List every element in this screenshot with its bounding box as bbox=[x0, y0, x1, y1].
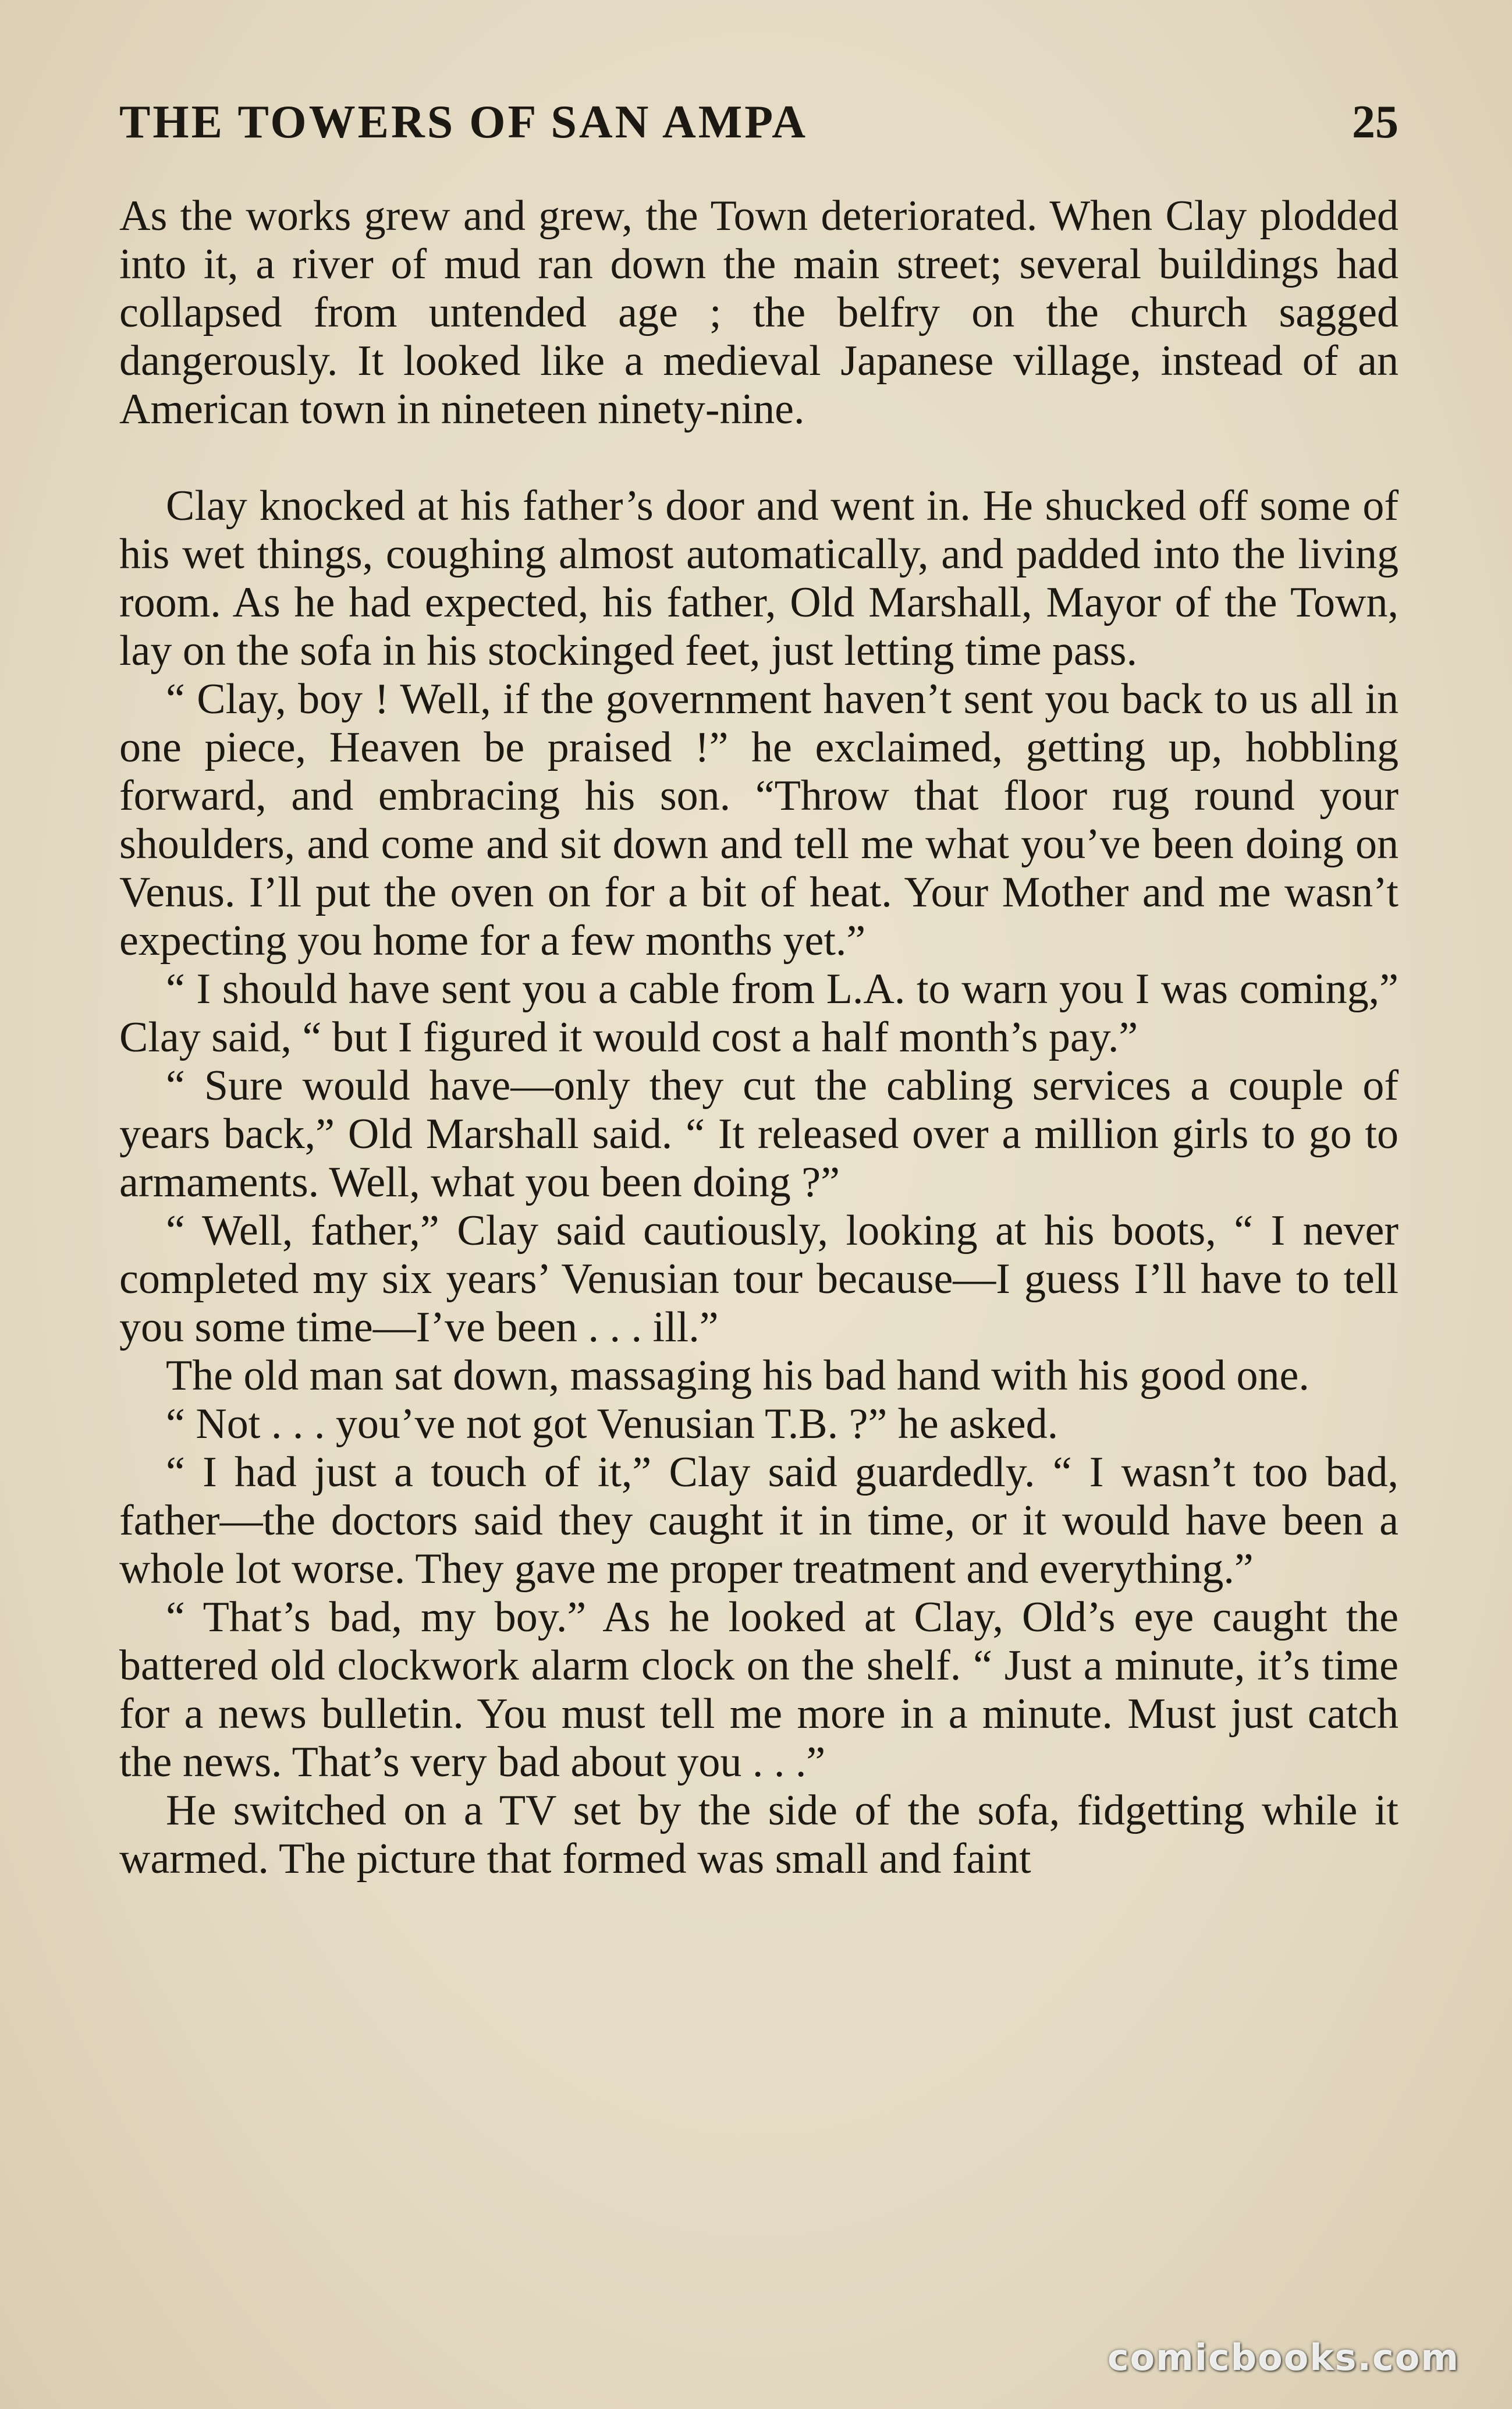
paragraph: “ I had just a touch of it,” Clay said guardedly. “ I wasn’t too bad, father—the doctors said they caught it in time, or it would have been a whole lot worse. They gave me proper treatment and everything.” bbox=[119, 1448, 1399, 1593]
paragraph: “ I should have sent you a cable from L.A. to warn you I was coming,” Clay said, “ but I figured it would cost a half month’s pay.” bbox=[119, 965, 1399, 1061]
paragraph: “ Clay, boy ! Well, if the government haven’t sent you back to us all in one piece, Heaven be praised !” he exclaimed, getting up, hobbling forward, and embracing his son. “Throw that floor rug round your shoulders, and come and sit down and tell me what you’ve been doing on Venus. I’ll put the oven on for a bit of heat. Your Mother and me wasn’t expecting you home for a few months yet.” bbox=[119, 675, 1399, 965]
paragraph: The old man sat down, massaging his bad hand with his good one. bbox=[166, 1352, 1309, 1400]
paragraph: He switched on a TV set by the side of the sofa, fidgetting while it warmed. The picture that formed was small and faint bbox=[119, 1787, 1399, 1883]
paragraph: Clay knocked at his father’s door and went in. He shucked off some of his wet things, coughing almost automatically, and padded into the living room. As he had expected, his father, Old Marshall, Mayor of the Town, lay on the sofa in his stockinged feet, just letting time pass. bbox=[119, 482, 1399, 675]
running-head: THE TOWERS OF SAN AMPA bbox=[119, 97, 808, 148]
body-text bbox=[119, 192, 1399, 1883]
paragraph: “ Not . . . you’ve not got Venusian T.B. ?” he asked. bbox=[166, 1400, 1059, 1448]
paragraph: “ Sure would have—only they cut the cabling services a couple of years back,” Old Marshall said. “ It released over a million girls to go to armaments. Well, what you been doing ?” bbox=[119, 1062, 1399, 1206]
paragraph: As the works grew and grew, the Town deteriorated. When Clay plodded into it, a river of mud ran down the main street; several buildings had collapsed from untended age ; the belfry on the church sagged dangerously. It looked like a medieval Japanese village, instead of an American town in nineteen ninety-nine. bbox=[119, 192, 1399, 433]
watermark: comicbooks.com bbox=[1107, 2336, 1460, 2379]
page-number: 25 bbox=[1352, 97, 1399, 148]
paragraph: “ That’s bad, my boy.” As he looked at Clay, Old’s eye caught the battered old clockwork alarm clock on the shelf. “ Just a minute, it’s time for a news bulletin. You must tell me more in a minute. Must just catch the news. That’s very bad about you . . .” bbox=[119, 1593, 1399, 1786]
paragraph: “ Well, father,” Clay said cautiously, looking at his boots, “ I never completed my six years’ Venusian tour because—I guess I’ll have to tell you some time—I’ve been . . . ill.” bbox=[119, 1207, 1399, 1351]
page-header bbox=[119, 96, 1399, 154]
